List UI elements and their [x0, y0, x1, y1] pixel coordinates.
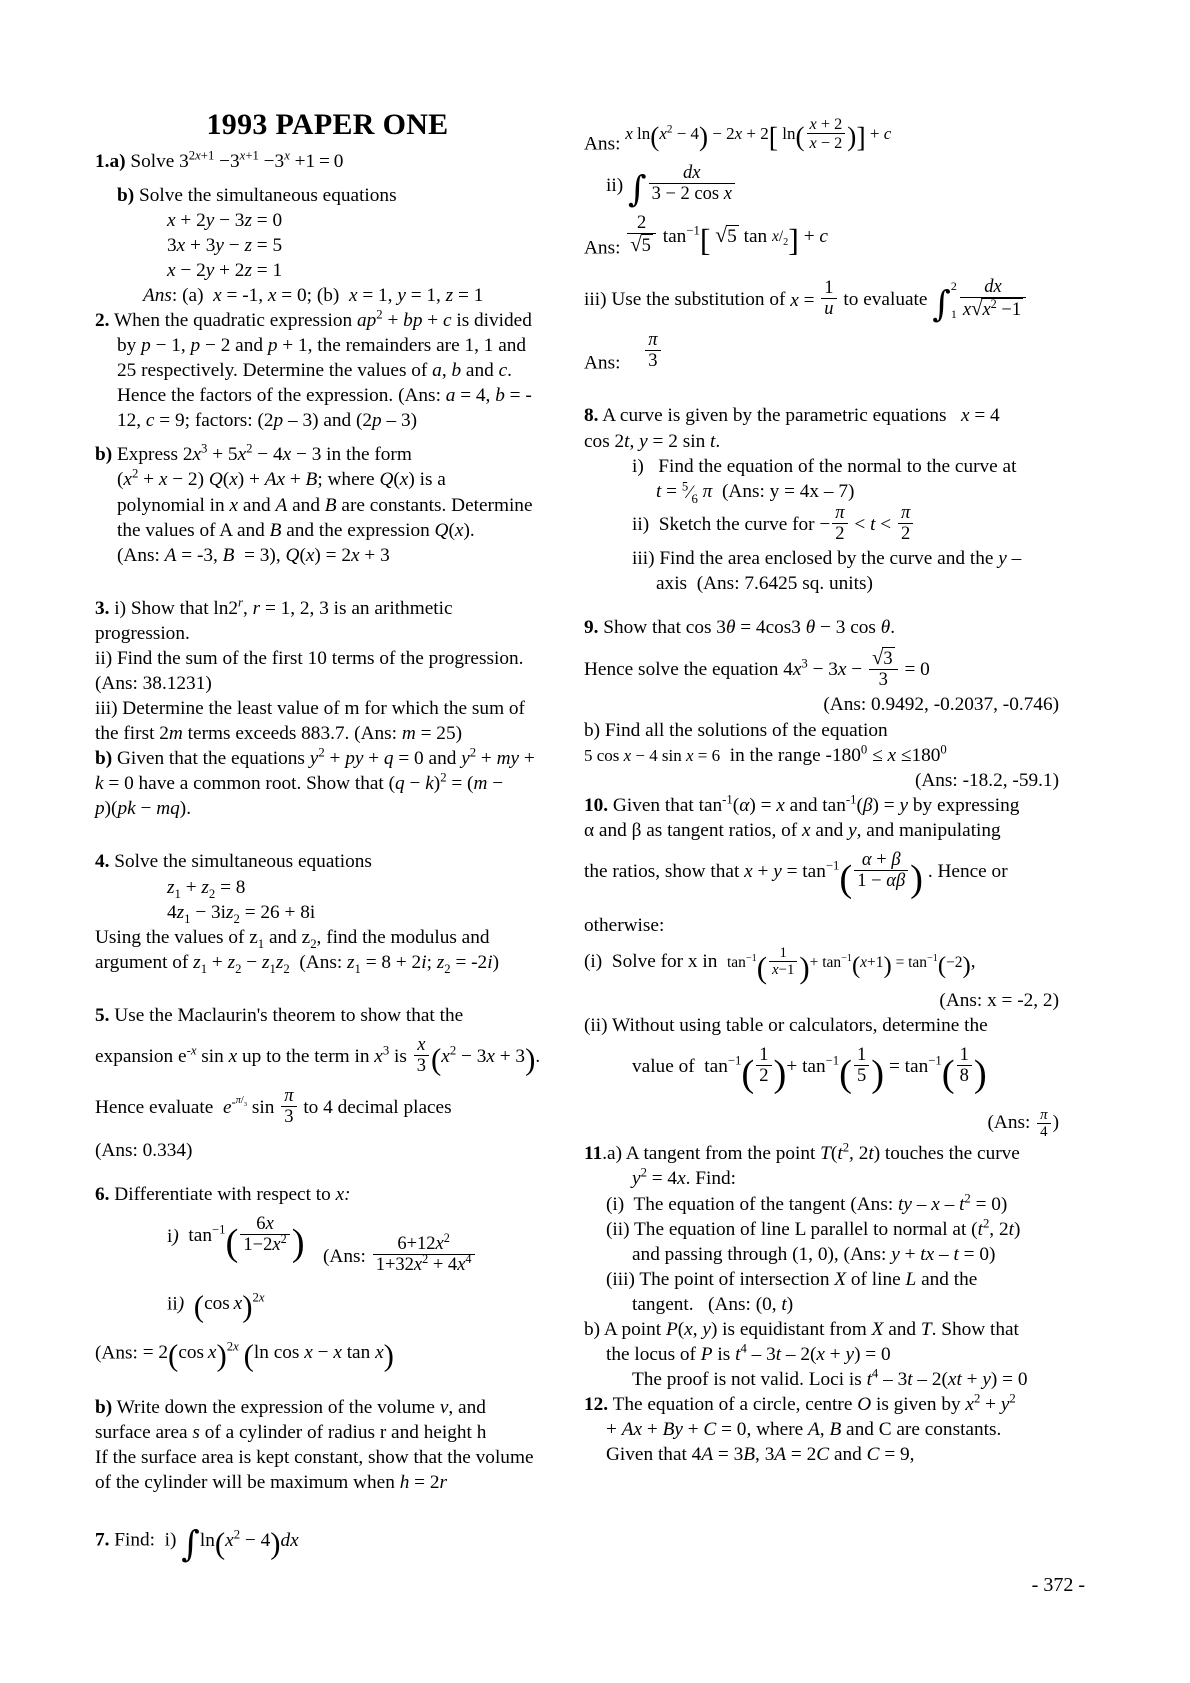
q10ii-ans-label: (Ans: [987, 1112, 1031, 1134]
q10ii-text2: value of [632, 1056, 695, 1078]
q9-solve-row [584, 646, 1059, 692]
question-2b: b) Express $2x^3 + 5x^2 - 4x - 3$ in the form [95, 441, 412, 466]
q7iii-label: iii) [584, 289, 607, 311]
q1a-equation: $3^{2x+1} -3^{x+1} -3^x +1 = 0$ [179, 148, 344, 172]
q11ii-line2: and passing through (1, 0), (Ans: y + tx – t = 0) [632, 1243, 996, 1265]
spacer [584, 1099, 1059, 1108]
q6ii-row [95, 1287, 560, 1327]
q3i-line2: progression. [95, 622, 190, 644]
q10-otherwise: otherwise: [584, 914, 665, 936]
q7iii-integral: ∫ 2 1 $\frac{dx}{x√x^2 -1}$ [932, 290, 1028, 311]
q10i-answer: (Ans: x = -2, 2) [939, 990, 1059, 1012]
q7iii-ans-label: Ans: [584, 352, 621, 374]
q7i-answer: x $\ln(x^2 - 4) - 2x + 2$[ ln( $\frac{x + 2}{x - 2}$ )] + c [625, 114, 892, 154]
q8ii-range: − $\frac{\pi}{2}$ < t < $\frac{\pi}{2}$ [819, 514, 915, 535]
q11iii-row: (iii) The point of intersection X of line L and the [606, 1268, 978, 1290]
q11i-label: (i) [606, 1193, 625, 1215]
q7iii-text2: to evaluate [843, 289, 928, 311]
q11-label: 11 [584, 1143, 603, 1165]
question-9: 9. Show that cos 3θ = 4cos3 θ − 3 cos θ. [584, 616, 896, 638]
q7ii-integral: ∫ $\frac{dx}{\text{3 − 2 cos x}}$ [628, 175, 737, 196]
q4-text: Solve the simultaneous equations [114, 851, 372, 873]
spacer [95, 1376, 560, 1395]
spacer [584, 1038, 1059, 1047]
q8-line2: cos 2t, y = 2 sin t. [584, 430, 721, 452]
q7ii-answer: $\frac{2}{√5}$ $\tan^{-1}$[ √5 $\tan x/_2] + c$ [625, 226, 828, 247]
q12-line2: + Ax + By + C = 0, where A, B and C are constants. [606, 1419, 1002, 1441]
q9-text2: Hence solve the equation [584, 659, 779, 681]
q6ii-answer: = 2(cos x)$^{2x}$ (ln cos x − x tan x) [142, 1337, 394, 1373]
spacer [95, 568, 560, 596]
question-1b [95, 183, 560, 208]
q8i-text: Find the equation of the normal to the curve at [658, 455, 1017, 477]
q4-line3: Using the values of $z_1$ and $z_2$, find the modulus and [95, 926, 490, 951]
q10ii-equation: $\tan^{-1}$( $\frac{1}{2}$ )+ $\tan^{-1}$( $\frac{1}{5}$ ) = $\tan^{-1}$( $\frac{1}{8}$ ) [704, 1044, 987, 1096]
q8iii-row: iii) Find the area enclosed by the curve and the y – [632, 547, 1022, 569]
q6ii-ans-label: (Ans: [95, 1342, 138, 1364]
q8ii-label: ii) [632, 513, 650, 535]
right-column [584, 108, 1059, 1467]
q1-answer: Ans: (a) x = -1, x = 0; (b) x = 1, y = 1, z = 1 [143, 284, 484, 306]
question-11b: b) A point P(x, y) is equidistant from X and T. Show that [584, 1318, 1019, 1340]
q8i-row [584, 454, 1059, 479]
q1b-text: Solve the simultaneous equations [138, 184, 397, 206]
q10-label: 10. [584, 794, 609, 816]
question-6: 6. Differentiate with respect to x: [95, 1184, 351, 1206]
question-3ii: ii) Find the sum of the first 10 terms of the progression. [95, 647, 524, 669]
q5-label: 5. [95, 1004, 110, 1026]
spacer [95, 174, 560, 183]
q5-expansion-expr: $\frac{x}{3}$ $(x^2 - 3x + 3)$. [412, 1046, 540, 1067]
q12-line3: Given that 4A = 3B, 3A = 2C and C = 9, [606, 1444, 915, 1466]
q6i-answer-row [95, 1231, 560, 1278]
q11iii-line2: tangent. (Ans: (0, t) [632, 1293, 794, 1315]
q9b-equation-row [584, 743, 1059, 768]
q3b-line3: p)(pk − mq). [95, 798, 192, 820]
q2-line5: 12, c = 9; factors: (2p – 3) and (2p – 3) [117, 410, 418, 432]
q10ii-row [584, 1013, 1059, 1038]
q10-formula: $x + y = \tan^{-1}$( $\frac{\alpha + \beta}{1 - \alpha\beta}$ ) [744, 848, 924, 900]
spacer [584, 904, 1059, 913]
q6ii-expression: (cos x)$^{2x}$ [193, 1288, 265, 1324]
spacer [584, 640, 1059, 649]
q10-text4: . Hence or [927, 860, 1008, 882]
q8i-at: $t = ^5⁄_6$ π [656, 479, 713, 506]
q1b-label: b) [117, 184, 135, 206]
q10-formula-row [584, 848, 1059, 904]
q7iii-substitution: x = $\frac{1}{u}$ [790, 290, 838, 311]
q10ii-equation-row [584, 1044, 1059, 1099]
question-9b [584, 718, 1059, 743]
q7iii-row [584, 276, 1059, 326]
q7ii-ans-label: Ans: [584, 237, 621, 259]
question-3b: b) Given that the equations $y^2$ + py + q = 0 and $y^2$ + my + [95, 745, 535, 770]
q11b-line2: the locus of P is $t^4 - 3t - 2(x + y) = 0$ [606, 1341, 891, 1366]
q7-label: 7. [95, 1529, 110, 1551]
q9b-range: in the range $-180^0 \le x \le 180^0$ [724, 742, 947, 766]
spacer [584, 596, 1059, 615]
question-3i: 3. i) Show that ln2$^r$, r = 1, 2, 3 is an arithmetic [95, 595, 453, 619]
spacer [95, 1079, 560, 1088]
q6i-label: i) [167, 1225, 179, 1247]
q2b-label: b) [95, 444, 113, 466]
q6ii-answer-row [95, 1336, 560, 1376]
question-6b: b) Write down the expression of the volume v, and [95, 1396, 486, 1418]
q7ii-label: ii) [606, 174, 624, 196]
question-11: 11.a) A tangent from the point $T(t^2$, 2t) touches the curve [584, 1140, 1020, 1165]
q1a-label: 1.a) [95, 150, 126, 172]
q2b-line3: polynomial in x and A and B are constants. Determine [117, 494, 533, 516]
q6b-label: b) [95, 1396, 113, 1418]
q10-line2: α and β as tangent ratios, of x and y, and manipulating [584, 819, 1001, 841]
q8i-at-row [584, 479, 1059, 505]
q6b-line3: If the surface area is kept constant, show that the volume [95, 1446, 534, 1468]
q5-expansion-line: expansion $e^{-x}$ sin x up to the term in $x^3$ is $\frac{x}{3}$ $(x^2 - 3x + 3)$. [95, 1033, 541, 1077]
q9-label: 9. [584, 616, 599, 638]
spacer [95, 821, 560, 849]
page-number: - 372 - [1031, 1574, 1085, 1596]
q5-text: Use the Maclaurin's theorem to show that the [114, 1004, 464, 1026]
question-12: 12. The equation of a circle, centre O is given by $x^2 + y^2$ [584, 1391, 1016, 1416]
q10-text3: the ratios, show that [584, 860, 740, 882]
q10ii-answer: $\frac{\pi}{4}$ [1035, 1115, 1052, 1132]
q5-evaluate-expr: $e^{-\pi/_3}$ sin $\frac{\pi}{3}$ [223, 1097, 299, 1118]
spacer [95, 1327, 560, 1336]
q3b-line2: k = 0 have a common root. Show that $(q - k)^2 = (m$ − [95, 770, 504, 795]
q9b-equation: 5 cos x − 4 sin x = 6 [584, 745, 721, 765]
q6b-line2: surface area s of a cylinder of radius r and height h [95, 1421, 487, 1443]
q1b-equation-3: x − 2y + 2z = 1 [167, 259, 283, 281]
q8iii-line2: axis (Ans: 7.6425 sq. units) [656, 572, 873, 594]
spacer [584, 843, 1059, 852]
q10i-text: Solve for x in [611, 951, 718, 973]
q4-line4: argument of $z_1 + z_2 - z_1z_2$ (Ans: $z_1 = 8 + 2i$; $z_2 = -2i$) [95, 951, 499, 976]
q6i-expression: $\tan^{-1}$( $\frac{6x}{1-2x^2}$ ) [188, 1213, 305, 1265]
q10i-label: (i) [584, 951, 603, 973]
q3ii-answer: (Ans: 38.1231) [95, 672, 212, 694]
spacer [95, 1495, 560, 1523]
q8ii-row [584, 501, 1059, 546]
q9b-text: Find all the solutions of the equation [604, 719, 888, 741]
q10ii-label: (ii) [584, 1015, 608, 1037]
q7i-answer-row [584, 114, 1059, 157]
q2b-answer: (Ans: A = -3, B = 3), Q(x) = 2x + 3 [117, 544, 390, 566]
q9b-label: b) [584, 719, 601, 741]
spacer [584, 938, 1059, 947]
q3-label: 3. [95, 597, 110, 619]
question-4 [95, 849, 560, 874]
q9-equation: $4x^3 - 3x$ − $\frac{√3}{3}$ = 0 [783, 646, 930, 691]
q8-label: 8. [584, 405, 599, 427]
q11iii-label: (iii) [606, 1268, 635, 1290]
q2b-line2: $(x^2 + x - 2) Q(x) + Ax + B$; where Q(x) is a [117, 467, 446, 491]
q11b-label: b) [584, 1318, 601, 1340]
q6i-answer: $\frac{6+12x^2}{1+32x^2 + 4x^4}$ [371, 1245, 477, 1266]
q10ii-answer-row [584, 1108, 1059, 1141]
q10i-equation: $\tan^{-1}$( $\frac{1}{x-1}$ )+ $\tan^{-1}(x+1) = \tan^{-1}(-2)$ [727, 945, 971, 986]
q8iii-label: iii) [632, 547, 655, 569]
two-column-layout [95, 108, 1085, 1566]
spacer [95, 1028, 560, 1037]
q1b-equation-2: 3x + 3y − z = 5 [167, 234, 283, 256]
q2b-line4: the values of A and B and the expression Q(x). [117, 519, 475, 541]
q2-line2: by p − 1, p − 2 and p + 1, the remainders are 1, 1 and [117, 335, 527, 357]
q11ii-row: (ii) The equation of line L parallel to normal at ($t^2$, 2t) [606, 1216, 1021, 1240]
q11i-row: (i) The equation of the tangent (Ans: ty – $x - t^2 = 0$) [606, 1191, 1008, 1215]
question-7: 7. Find: i) $\int\ln(x^2 - 4)dx$ [95, 1524, 299, 1566]
q7i-ans-label: Ans: [584, 133, 621, 155]
q7iii-answer: $\frac{\pi}{3}$ [625, 341, 662, 362]
q9-answer: (Ans: 0.9492, -0.2037, -0.746) [823, 694, 1059, 716]
q10i-comma: , [970, 951, 976, 973]
q3iii-line2: the first 2m terms exceeds 883.7. (Ans: m = 25) [95, 723, 463, 745]
question-8: 8. A curve is given by the parametric equations x = 4 [584, 405, 1000, 427]
q4-equation-2: $4z_1 - 3iz_2 = 26 + 8i$ [167, 901, 316, 926]
question-1a [95, 149, 560, 174]
q11-curve: $y^2 = 4x$. Find: [632, 1166, 736, 1190]
q1a-text: Solve [130, 150, 175, 172]
q1b-equation-1: x + 2y − 3z = 0 [167, 209, 283, 231]
spacer [584, 375, 1059, 403]
q2-line3: 25 respectively. Determine the values of a, b and c. [117, 360, 512, 382]
q7ii-row [584, 162, 1059, 211]
q10ii-ans-close: ) [1052, 1112, 1059, 1134]
q6i-ans-label: (Ans: [323, 1245, 366, 1267]
spacer [95, 975, 560, 1003]
q10i-row [584, 947, 1059, 988]
q9b-answer: (Ans: -18.2, -59.1) [914, 769, 1059, 791]
question-3iii: iii) Determine the least value of m for which the sum of [95, 698, 525, 720]
question-5 [95, 1003, 560, 1028]
q7i-integral: $\int\ln(x^2 - 4)dx$ [181, 1524, 299, 1566]
q6-label: 6. [95, 1184, 110, 1206]
question-10: 10. Given that $\tan^{-1}(\alpha) = x$ and $\tan^{-1}(\beta) = y$ by expressing [584, 792, 1020, 816]
q8i-label: i) [632, 455, 644, 477]
page-title: 1993 PAPER ONE [206, 108, 449, 141]
spacer [95, 1163, 560, 1182]
q4-label: 4. [95, 851, 110, 873]
q7iii-answer-row [584, 328, 1059, 376]
q10ii-text: Without using table or calculators, determine the [612, 1015, 988, 1037]
q8i-answer: (Ans: y = 4x – 7) [721, 480, 855, 502]
q8ii-text: Sketch the curve for [658, 513, 815, 535]
q11b-note: The proof is not valid. Loci is $t^4 - 3t - 2(xt + y) = 0$ [632, 1366, 1028, 1391]
q3b-label: b) [95, 748, 113, 770]
spacer [95, 1208, 560, 1217]
q7iii-text1: Use the substitution of [611, 289, 786, 311]
q5-evaluate-line: Hence evaluate $e^{-\pi/_3}$ sin $\frac{\pi}{3}$ to 4 decimal places [95, 1085, 452, 1128]
q11ii-label: (ii) [606, 1218, 630, 1240]
q6ii-label: ii) [167, 1293, 185, 1315]
question-2: 2. When the quadratic expression $ap^2$ + bp + c is divided [95, 307, 532, 331]
left-column [95, 108, 560, 1566]
q2-line4: Hence the factors of the expression. (Ans: a = 4, b = - [117, 385, 532, 407]
q12-label: 12. [584, 1394, 609, 1416]
q7ii-answer-row [584, 212, 1059, 261]
spacer [95, 1129, 560, 1138]
spacer [95, 1278, 560, 1287]
q2-label: 2. [95, 309, 110, 331]
q6b-line4: of the cylinder will be maximum when h = 2r [95, 1472, 447, 1493]
spacer [95, 433, 560, 442]
q4-equation-1: $z_1 + z_2 = 8$ [167, 876, 246, 901]
q5-answer: (Ans: 0.334) [95, 1140, 193, 1162]
